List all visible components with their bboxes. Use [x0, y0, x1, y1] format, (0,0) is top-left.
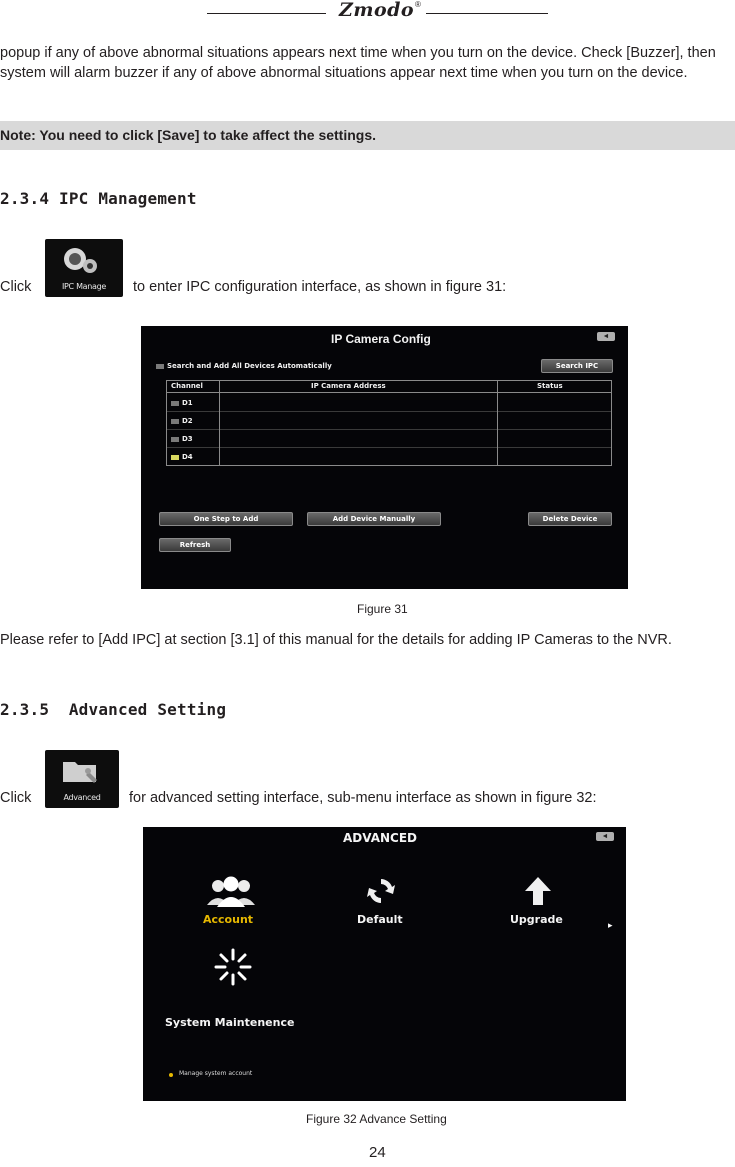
advanced-label: Advanced: [63, 793, 101, 802]
table-row-line-2: [166, 429, 611, 430]
table-row-line-3: [166, 447, 611, 448]
col-header-channel: Channel: [171, 382, 203, 390]
table-border-bottom: [166, 465, 611, 466]
brand-logo: Zmodo: [339, 0, 415, 21]
account-item: Account: [203, 913, 254, 926]
one-step-add-label: One Step to Add: [193, 515, 259, 523]
table-border-right: [611, 380, 612, 466]
account-icon: [205, 875, 257, 907]
default-reset-icon: [365, 875, 397, 907]
hint-bullet: [169, 1073, 173, 1077]
refer-paragraph: Please refer to [Add IPC] at section [3.1] of this manual for the details for adding IP Cameras to the NVR.: [0, 632, 672, 648]
hint-text: Manage system account: [179, 1070, 253, 1077]
default-item: Default: [357, 913, 403, 926]
system-maintenance-item: System Maintenence: [165, 1016, 295, 1029]
table-border-left: [166, 380, 167, 466]
table-border-header: [166, 392, 611, 393]
figure-32-caption: Figure 32 Advance Setting: [306, 1112, 447, 1126]
table-col-divider-1: [219, 380, 220, 466]
search-auto-checkbox: [156, 362, 332, 370]
one-step-add-button: [159, 512, 293, 526]
advanced-button-image: [45, 750, 119, 808]
search-auto-label: Search and Add All Devices Automatically: [167, 362, 332, 370]
page-number: 24: [369, 1144, 386, 1161]
table-row-line-1: [166, 411, 611, 412]
checkbox-icon: [171, 437, 179, 442]
advanced-title: ADVANCED: [343, 831, 418, 845]
add-device-manually-label: Add Device Manually: [332, 515, 416, 523]
channel-row: [171, 435, 193, 443]
figure-31-caption: Figure 31: [357, 602, 408, 616]
header-rule-left: [207, 13, 326, 14]
channel-row: [171, 453, 193, 461]
checkbox-icon: [156, 364, 164, 369]
note-bar: [0, 121, 735, 150]
back-icon: ◄: [597, 332, 615, 341]
checkbox-icon: [171, 419, 179, 424]
search-ipc-label: Search IPC: [555, 362, 599, 370]
system-maintenance-icon: [213, 947, 253, 987]
note-text: Note: You need to click [Save] to take affect the settings.: [0, 127, 377, 143]
col-header-status: Status: [537, 382, 563, 390]
header-rule-right: [426, 13, 548, 14]
checkbox-checked-icon: [171, 455, 179, 460]
add-device-manually-button: [307, 512, 441, 526]
ipc-manage-icon: [45, 239, 123, 279]
registered-mark: ®: [415, 0, 421, 9]
click-word-ipc: Click: [0, 279, 32, 295]
refresh-button: [159, 538, 231, 552]
upgrade-item: Upgrade: [510, 913, 563, 926]
table-col-divider-2: [497, 380, 498, 466]
upgrade-arrow-icon: [524, 875, 552, 907]
channel-row: [171, 399, 193, 407]
channel-label: D1: [182, 399, 193, 407]
checkbox-icon: [171, 401, 179, 406]
figure-31-screenshot: [141, 326, 628, 589]
click-word-advanced: Click: [0, 790, 32, 806]
ipc-manage-button-image: [45, 239, 123, 297]
channel-label: D4: [182, 453, 193, 461]
advanced-instruction: for advanced setting interface, sub-menu interface as shown in figure 32:: [129, 790, 597, 806]
channel-row: [171, 417, 193, 425]
channel-label: D2: [182, 417, 193, 425]
channel-label: D3: [182, 435, 193, 443]
table-border-top: [166, 380, 611, 381]
back-icon: ◄: [596, 832, 614, 841]
figure-32-screenshot: [143, 827, 626, 1101]
refresh-label: Refresh: [179, 541, 211, 549]
section-heading-advanced: 2.3.5 Advanced Setting: [0, 700, 227, 719]
intro-paragraph: popup if any of above abnormal situations appears next time when you turn on the device. Check [Buzzer], then system will alarm buzzer if any of above abnormal situations appear next time when you turn on the device.: [0, 45, 716, 81]
ip-camera-config-title: IP Camera Config: [331, 332, 431, 346]
ipc-manage-label: IPC Manage: [61, 282, 107, 291]
search-ipc-button: [541, 359, 613, 373]
delete-device-label: Delete Device: [542, 515, 598, 523]
mouse-cursor-icon: ▸: [608, 920, 613, 930]
advanced-folder-icon: [45, 750, 119, 790]
ipc-instruction: to enter IPC configuration interface, as shown in figure 31:: [133, 279, 507, 295]
col-header-ip-address: IP Camera Address: [311, 382, 386, 390]
delete-device-button: [528, 512, 612, 526]
section-heading-ipc: 2.3.4 IPC Management: [0, 189, 197, 208]
